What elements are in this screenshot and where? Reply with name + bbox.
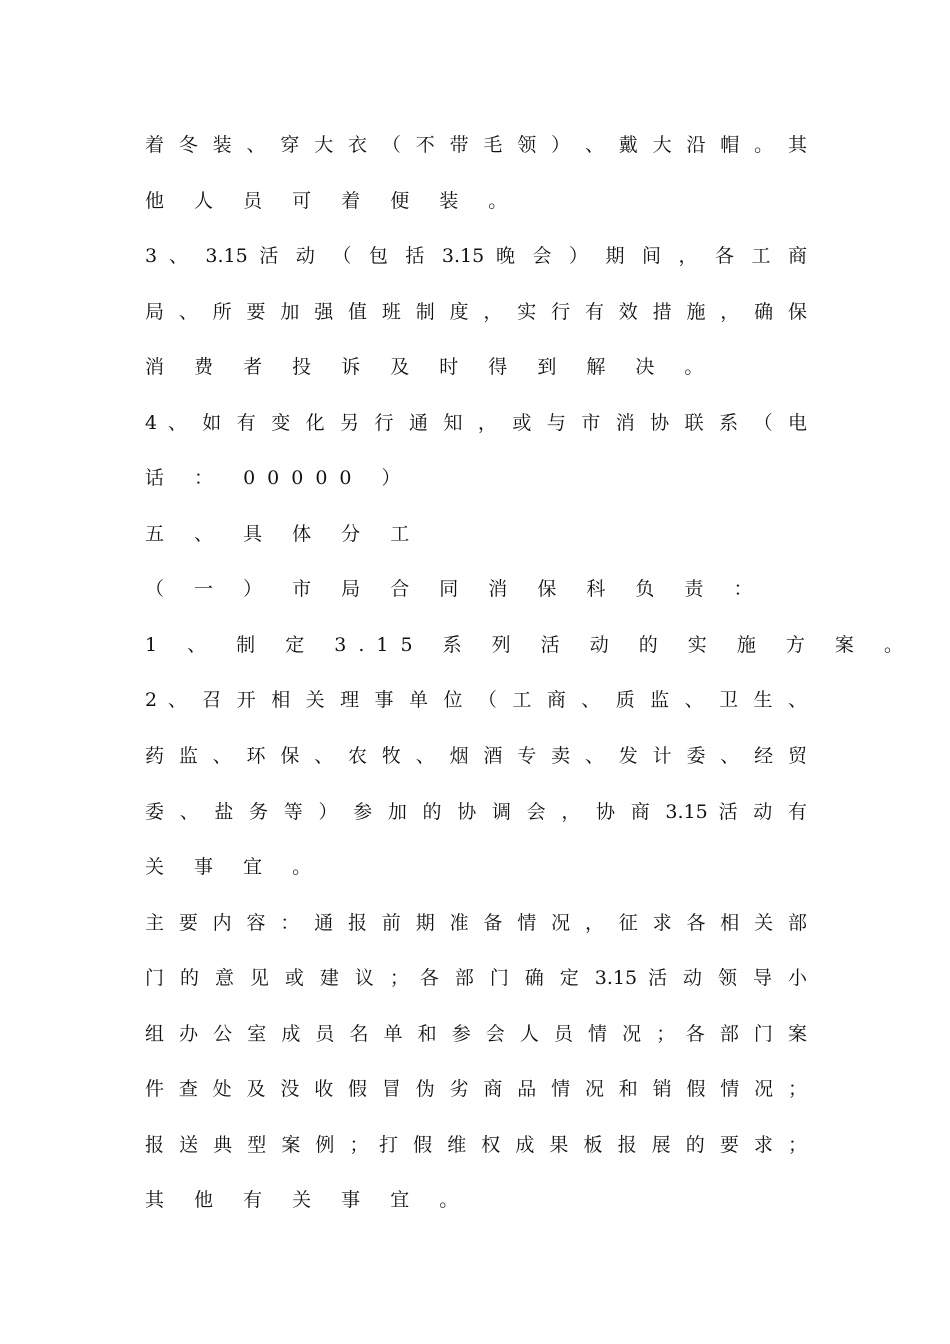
text-line-18: 件 查 处 及 没 收 假 冒 伪 劣 商 品 情 况 和 销 假 情 况 ；: [145, 1078, 807, 1100]
text-line-11: 2 、 召 开 相 关 理 事 单 位 （ 工 商 、 质 监 、 卫 生 、: [145, 689, 807, 711]
text-line-16: 门 的 意 见 或 建 议 ； 各 部 门 确 定 3.15 活 动 领 导 小: [145, 967, 807, 989]
text-line-14: 关 事 宜 。: [145, 856, 324, 878]
text-line-15: 主 要 内 容 ： 通 报 前 期 准 备 情 况 ， 征 求 各 相 关 部: [145, 912, 807, 934]
text-line-4: 局 、 所 要 加 强 值 班 制 度 ， 实 行 有 效 措 施 ， 确 保: [145, 301, 807, 323]
text-line-2: 他 人 员 可 着 便 装 。: [145, 190, 520, 212]
text-line-1: 着 冬 装 、 穿 大 衣 （ 不 带 毛 领 ） 、 戴 大 沿 帽 。 其: [145, 134, 807, 156]
text-line-5: 消 费 者 投 诉 及 时 得 到 解 决 。: [145, 356, 716, 378]
text-line-10: 1 、 制 定 3.15 系 列 活 动 的 实 施 方 案 。: [145, 634, 915, 656]
text-line-6: 4 、 如 有 变 化 另 行 通 知 ， 或 与 市 消 协 联 系 （ 电: [145, 412, 807, 434]
text-line-17: 组 办 公 室 成 员 名 单 和 参 会 人 员 情 况 ； 各 部 门 案: [145, 1023, 807, 1045]
text-line-12: 药 监 、 环 保 、 农 牧 、 烟 酒 专 卖 、 发 计 委 、 经 贸: [145, 745, 807, 767]
subsection-heading: （ 一 ） 市 局 合 同 消 保 科 负 责 ：: [145, 578, 765, 600]
text-line-3: 3 、 3.15 活 动 （ 包 括 3.15 晚 会 ） 期 间 ， 各 工 商: [145, 245, 807, 267]
section-heading: 五 、 具 体 分 工: [145, 523, 422, 545]
text-line-7: 话 ： 00000 ）: [145, 467, 413, 489]
text-line-19: 报 送 典 型 案 例 ； 打 假 维 权 成 果 板 报 展 的 要 求 ；: [145, 1134, 807, 1156]
text-line-20: 其 他 有 关 事 宜 。: [145, 1189, 471, 1211]
text-line-13: 委 、 盐 务 等 ） 参 加 的 协 调 会 ， 协 商 3.15 活 动 有: [145, 801, 807, 823]
